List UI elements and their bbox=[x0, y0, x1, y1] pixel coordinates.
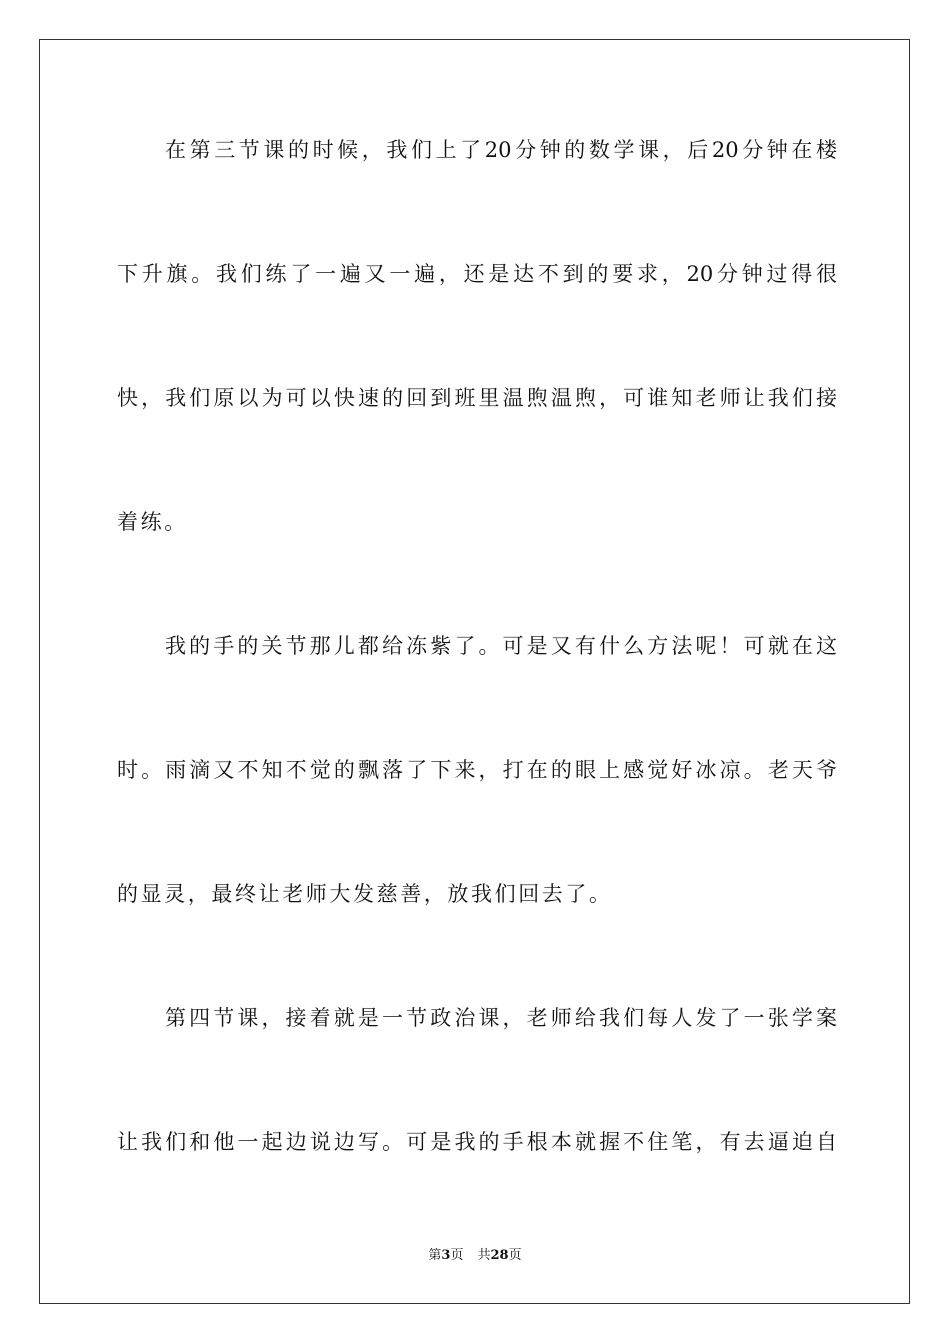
paragraph-line: 快，我们原以为可以快速的回到班里温煦温煦，可谁知老师让我们接 bbox=[117, 386, 837, 410]
paragraph-line: 我的手的关节那儿都给冻紫了。可是又有什么方法呢！可就在这 bbox=[165, 634, 837, 658]
paragraph-line: 时。雨滴又不知不觉的飘落了下来，打在的眼上感觉好冰凉。老天爷 bbox=[117, 758, 837, 782]
footer-total-prefix: 共 bbox=[477, 1248, 491, 1263]
page-footer bbox=[0, 1246, 950, 1266]
paragraph-line: 第四节课，接着就是一节政治课，老师给我们每人发了一张学案 bbox=[165, 1006, 837, 1030]
paragraph-line: 让我们和他一起边说边写。可是我的手根本就握不住笔，有去逼迫自 bbox=[117, 1130, 837, 1154]
page-frame bbox=[39, 39, 910, 1304]
paragraph-line: 的显灵，最终让老师大发慈善，放我们回去了。 bbox=[117, 882, 613, 906]
footer-total-suffix: 页 bbox=[508, 1248, 522, 1263]
paragraph-line: 着练。 bbox=[117, 510, 188, 534]
footer-total-pages: 28 bbox=[490, 1248, 509, 1263]
paragraph-line: 下升旗。我们练了一遍又一遍，还是达不到的要求，20分钟过得很 bbox=[117, 262, 837, 286]
footer-page-suffix: 页 bbox=[450, 1248, 464, 1263]
footer-page-number: 3 bbox=[441, 1248, 451, 1263]
paragraph-line: 在第三节课的时候，我们上了20分钟的数学课，后20分钟在楼 bbox=[165, 138, 837, 162]
footer-page-prefix: 第 bbox=[428, 1248, 442, 1263]
